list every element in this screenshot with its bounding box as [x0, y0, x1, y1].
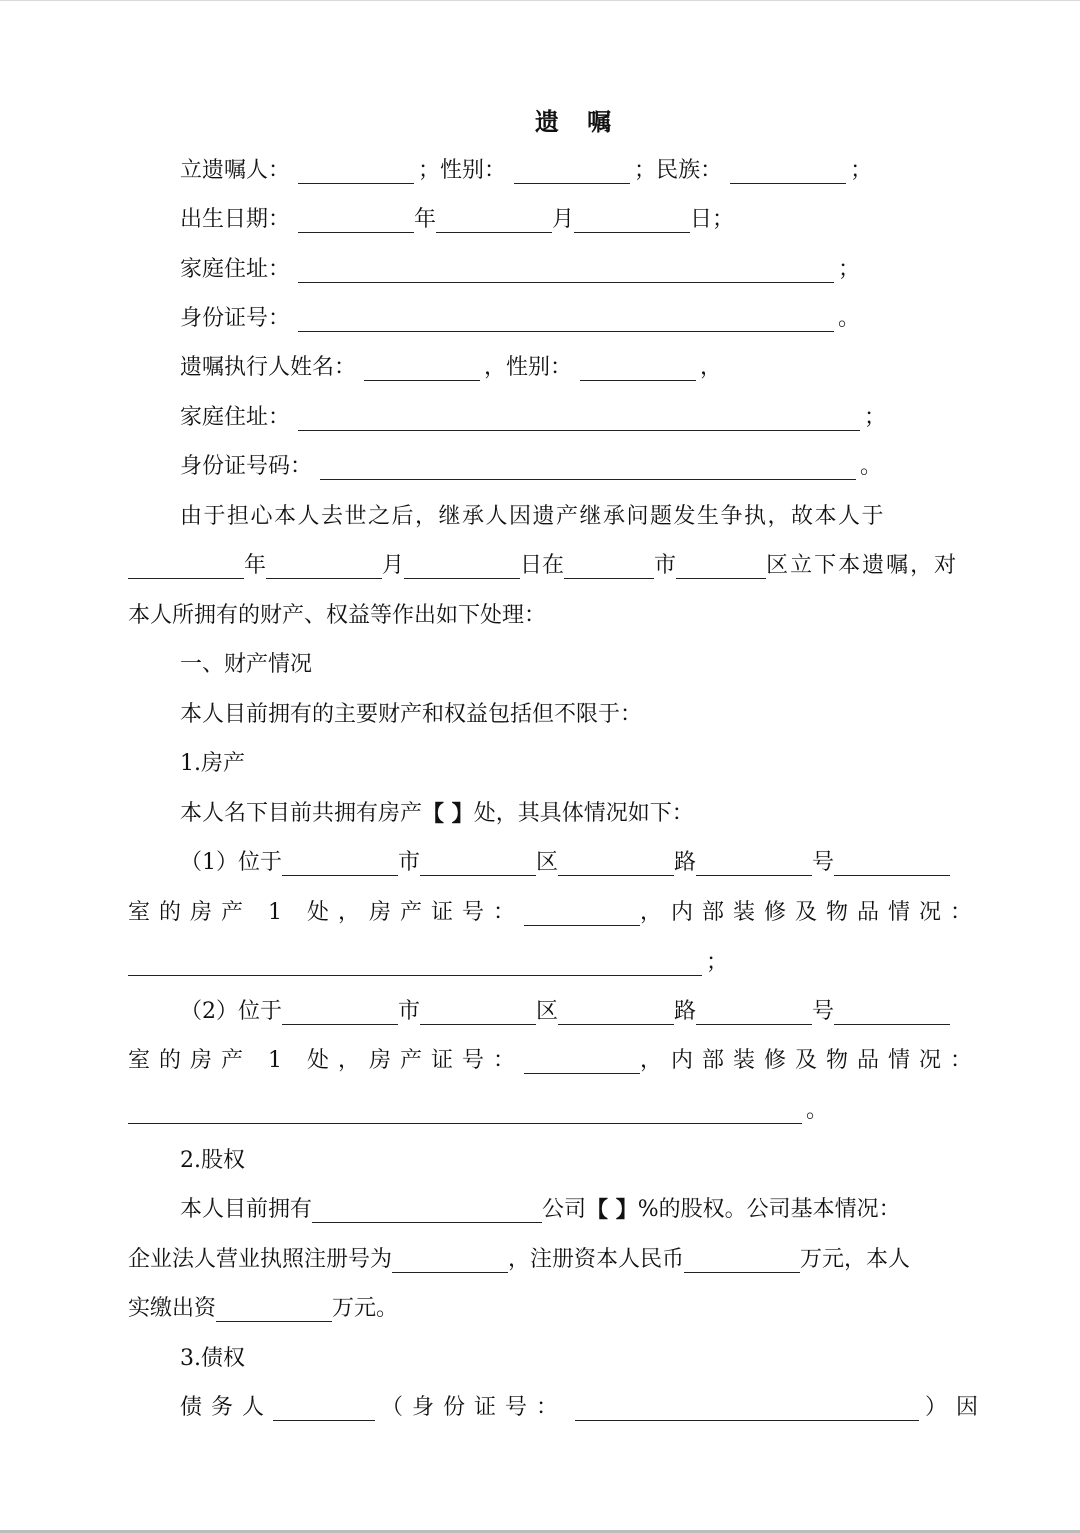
- registered-capital-field[interactable]: [684, 1248, 800, 1273]
- separator: 。: [860, 454, 883, 479]
- year-label: 年: [414, 207, 437, 232]
- text: 公司: [542, 1197, 587, 1222]
- testator-address-line: [180, 255, 860, 285]
- text: 本人名下目前共拥有房产: [180, 801, 423, 826]
- property-city-field[interactable]: [282, 1000, 398, 1025]
- text: 万元，本人: [800, 1247, 911, 1272]
- equity-line-2: [128, 1245, 910, 1275]
- property-road-field[interactable]: [558, 851, 674, 876]
- text: ）因: [925, 1395, 988, 1420]
- executor-line: [180, 353, 722, 383]
- no-label: 号: [812, 999, 835, 1024]
- debt-line-1: [180, 1393, 987, 1423]
- separator: ；: [418, 158, 441, 183]
- debt-heading: 3.债权: [180, 1346, 245, 1371]
- birth-date-line: [180, 205, 734, 235]
- property-number: （1）位于: [180, 850, 282, 875]
- property-district-field[interactable]: [420, 1000, 536, 1025]
- debtor-name-field[interactable]: [273, 1396, 375, 1421]
- property-count-field[interactable]: 【 】: [422, 801, 474, 827]
- birth-day-field[interactable]: [574, 208, 690, 233]
- birth-month-field[interactable]: [436, 208, 552, 233]
- executor-id-field[interactable]: [320, 455, 856, 480]
- realestate-intro: [180, 799, 694, 829]
- month-label: 月: [382, 553, 405, 578]
- page-top-border: [0, 0, 1080, 1]
- property-contents-field[interactable]: [128, 951, 702, 976]
- will-district-field[interactable]: [676, 554, 766, 579]
- property-2-line-2: [128, 1046, 981, 1076]
- text: ，注册资本人民币: [508, 1247, 685, 1272]
- property-room-field[interactable]: [834, 851, 950, 876]
- property-road-field[interactable]: [558, 1000, 674, 1025]
- executor-address-label: 家庭住址：: [180, 405, 291, 430]
- text: 债务人: [180, 1395, 274, 1420]
- will-city-field[interactable]: [564, 554, 654, 579]
- testator-gender-label: 性别：: [440, 158, 507, 183]
- property-1-line-1: [180, 848, 950, 878]
- day-label: 日；: [690, 207, 735, 232]
- separator: ；: [838, 257, 861, 282]
- text: 万元。: [332, 1296, 399, 1321]
- separator: ，: [700, 355, 723, 380]
- birth-year-field[interactable]: [298, 208, 414, 233]
- executor-name-label: 遗嘱执行人姓名：: [180, 355, 357, 380]
- executor-id-line: [180, 452, 882, 482]
- separator: ；: [634, 158, 657, 183]
- district-label: 区: [536, 850, 559, 875]
- testator-name-label: 立遗嘱人：: [180, 158, 291, 183]
- property-1-line-3: [128, 948, 728, 978]
- property-1-line-2: [128, 898, 981, 928]
- no-label: 号: [812, 850, 835, 875]
- will-year-field[interactable]: [128, 554, 244, 579]
- company-name-field[interactable]: [312, 1198, 542, 1223]
- executor-name-field[interactable]: [364, 356, 480, 381]
- document-title: 遗 嘱: [534, 107, 622, 136]
- section-intro: 本人目前拥有的主要财产和权益包括但不限于：: [180, 702, 643, 727]
- city-label: 市: [398, 999, 421, 1024]
- will-day-field[interactable]: [404, 554, 520, 579]
- text: （身份证号：: [381, 1395, 568, 1420]
- separator: ，: [484, 355, 507, 380]
- executor-address-line: [180, 403, 886, 433]
- registration-number-field[interactable]: [392, 1248, 508, 1273]
- separator: ；: [706, 950, 729, 975]
- property-number-field[interactable]: [696, 1000, 812, 1025]
- property-number: （2）位于: [180, 999, 282, 1024]
- debtor-id-field[interactable]: [575, 1396, 919, 1421]
- realestate-heading: 1.房产: [180, 751, 245, 776]
- testator-name-field[interactable]: [298, 159, 414, 184]
- text: 企业法人营业执照注册号为: [128, 1247, 393, 1272]
- separator: ；: [864, 405, 887, 430]
- property-city-field[interactable]: [282, 851, 398, 876]
- separator: 。: [838, 306, 861, 331]
- equity-percent-field[interactable]: 【 】: [586, 1197, 638, 1223]
- equity-line-1: [180, 1195, 901, 1225]
- testator-id-field[interactable]: [298, 307, 834, 332]
- section-heading: 一、财产情况: [180, 652, 313, 677]
- testator-address-label: 家庭住址：: [180, 257, 291, 282]
- text: 室的房产 1 处，房产证号：: [128, 1048, 524, 1073]
- day-at-label: 日在: [520, 553, 565, 578]
- district-label: 区: [536, 999, 559, 1024]
- testator-ethnicity-field[interactable]: [730, 159, 846, 184]
- text: 实缴出资: [128, 1296, 217, 1321]
- year-label: 年: [244, 553, 267, 578]
- executor-id-label: 身份证号码：: [180, 454, 313, 479]
- preamble-line-1: 由于担心本人去世之后，继承人因遗产继承问题发生争执，故本人于: [180, 504, 886, 529]
- testator-line: [180, 156, 872, 186]
- executor-gender-label: 性别：: [506, 355, 573, 380]
- city-label: 市: [398, 850, 421, 875]
- separator: 。: [806, 1098, 829, 1123]
- separator: ；: [850, 158, 873, 183]
- property-2-line-3: [128, 1096, 828, 1126]
- district-label: 区立下本遗嘱，对: [766, 553, 959, 578]
- text: 室的房产 1 处，房产证号：: [128, 900, 524, 925]
- month-label: 月: [552, 207, 575, 232]
- testator-gender-field[interactable]: [514, 159, 630, 184]
- testator-ethnicity-label: 民族：: [656, 158, 723, 183]
- property-cert-field[interactable]: [524, 1049, 640, 1074]
- road-label: 路: [674, 850, 697, 875]
- road-label: 路: [674, 999, 697, 1024]
- equity-heading: 2.股权: [180, 1148, 245, 1173]
- property-number-field[interactable]: [696, 851, 812, 876]
- paid-capital-field[interactable]: [216, 1297, 332, 1322]
- text: 处，其具体情况如下：: [473, 801, 694, 826]
- preamble-line-3: 本人所拥有的财产、权益等作出如下处理：: [128, 603, 547, 628]
- property-contents-field[interactable]: [128, 1099, 802, 1124]
- city-label: 市: [654, 553, 677, 578]
- property-cert-field[interactable]: [524, 901, 640, 926]
- property-room-field[interactable]: [834, 1000, 950, 1025]
- executor-address-field[interactable]: [298, 406, 860, 431]
- testator-address-field[interactable]: [298, 258, 834, 283]
- preamble-line-2: [128, 551, 958, 581]
- property-district-field[interactable]: [420, 851, 536, 876]
- text: %的股权。公司基本情况：: [637, 1197, 901, 1222]
- will-month-field[interactable]: [266, 554, 382, 579]
- equity-line-3: [128, 1294, 398, 1324]
- testator-id-line: [180, 304, 860, 334]
- executor-gender-field[interactable]: [580, 356, 696, 381]
- property-2-line-1: [180, 997, 950, 1027]
- text: 本人目前拥有: [180, 1197, 313, 1222]
- text: ，内部装修及物品情况：: [639, 1048, 981, 1073]
- birth-date-label: 出生日期：: [180, 207, 291, 232]
- testator-id-label: 身份证号：: [180, 306, 291, 331]
- text: ，内部装修及物品情况：: [639, 900, 981, 925]
